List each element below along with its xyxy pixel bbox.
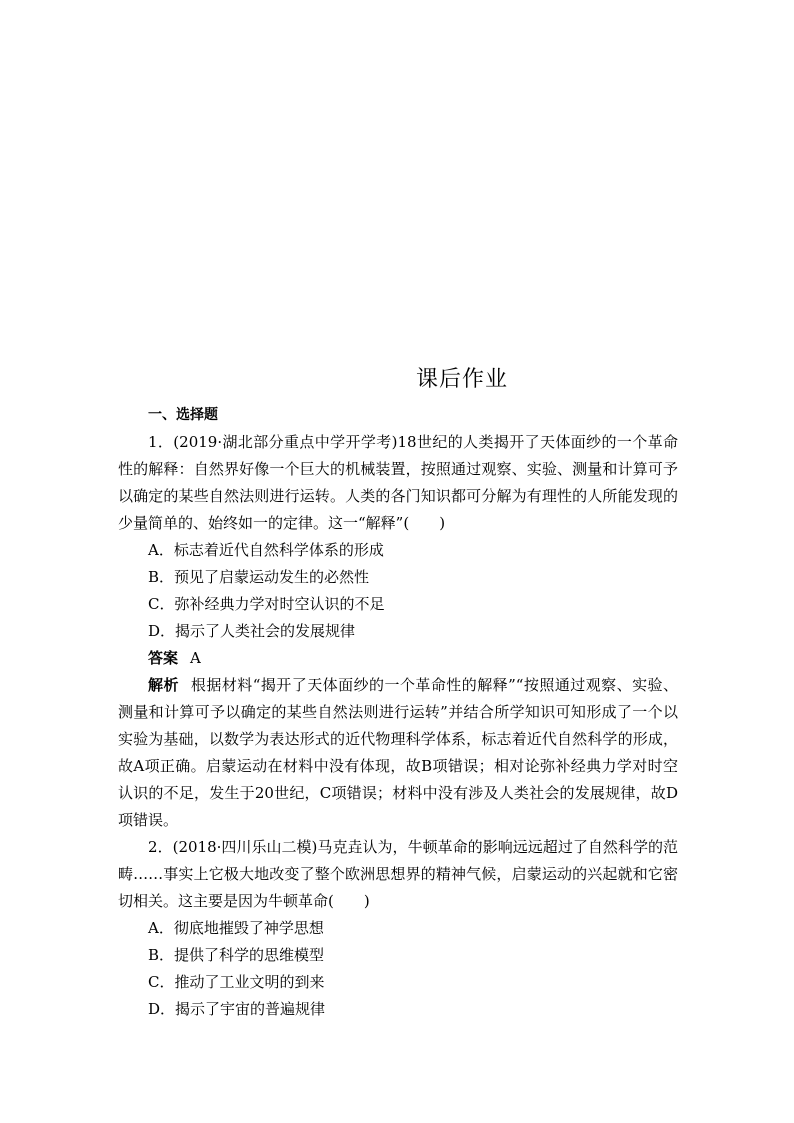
option-b: B．预见了启蒙运动发生的必然性 — [148, 568, 370, 586]
option-a: A．标志着近代自然科学体系的形成 — [148, 541, 384, 559]
answer-value: A — [190, 649, 201, 667]
page-title: 课后作业 — [415, 367, 508, 392]
explanation-text: 根据材料“揭开了天体面纱的一个革命性的解释”“按照通过观察、实验、测量和计算可予以确定的某些自然法则进行运转”并结合所学知识可知形成了一个以实验为基础，以数学为表达形式的近代物理科学体系，标志着近代自然科学的形成，故A项正确。启蒙运动在材料中没有体现，故B项错误；相对论弥补经典力学对时空认识的不足，发生于20世纪，C项错误；材料中没有涉及人类社会的发展规律，故D项错误。 — [118, 676, 678, 829]
option-c: C．推动了工业文明的到来 — [148, 973, 325, 991]
content-body — [118, 402, 678, 1023]
answer-label: 答案 — [148, 649, 179, 667]
question-2 — [118, 834, 678, 1023]
section-heading: 一、选择题 — [148, 407, 218, 423]
explanation-label: 解析 — [148, 676, 179, 694]
question-stem: 1．(2019·湖北部分重点中学开学考)18世纪的人类揭开了天体面纱的一个革命性的解释：自然界好像一个巨大的机械装置，按照通过观察、实验、测量和计算可予以确定的某些自然法则进行运转。人类的各门知识都可分解为有理性的人所能发现的少量简单的、始终如一的定律。这一“解释”( ) — [118, 433, 678, 532]
question-stem: 2．(2018·四川乐山二模)马克垚认为，牛顿革命的影响远远超过了自然科学的范畴……事实上它极大地改变了整个欧洲思想界的精神气候，启蒙运动的兴起就和它密切相关。这主要是因为牛顿革命( ) — [118, 838, 678, 910]
option-c: C．弥补经典力学对时空认识的不足 — [148, 595, 385, 613]
option-b: B．提供了科学的思维模型 — [148, 946, 325, 964]
explanation — [118, 672, 678, 834]
option-d: D．揭示了人类社会的发展规律 — [148, 622, 356, 640]
answer-line — [148, 645, 678, 672]
question-1 — [118, 429, 678, 834]
option-a: A．彻底地摧毁了神学思想 — [148, 919, 324, 937]
option-d: D．揭示了宇宙的普遍规律 — [148, 1000, 326, 1018]
